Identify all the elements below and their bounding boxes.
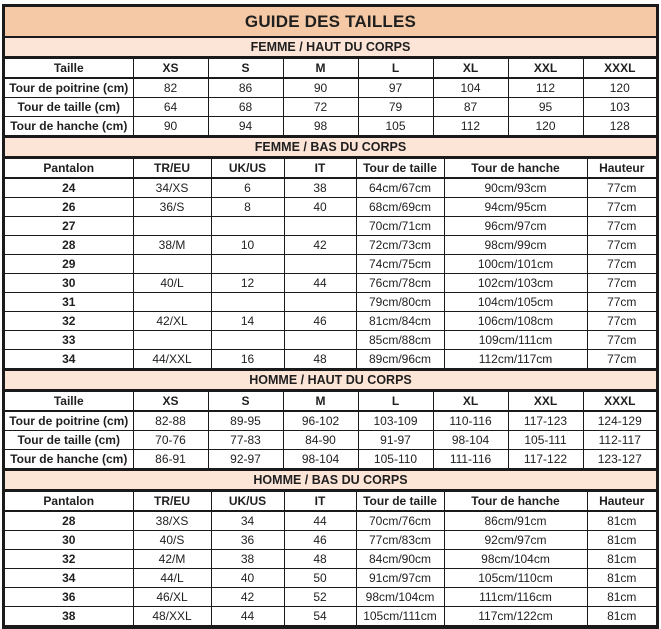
cell: 36 [211,531,284,550]
section-heading-homme-bas-du-corps: HOMME / BAS DU CORPS [5,469,656,491]
cell: 72 [283,98,358,117]
cell: 95 [508,98,583,117]
cell: 77cm [587,331,656,350]
cell: 105-110 [358,450,433,469]
cell: 64cm/67cm [356,178,444,198]
cell: 36/S [133,198,211,217]
table-row [5,550,656,569]
cell: 46/XL [133,588,211,607]
cell: 74cm/75cm [356,255,444,274]
cell: 44/L [133,569,211,588]
cell [133,255,211,274]
cell [211,217,284,236]
cell: 106cm/108cm [444,312,587,331]
column-header-pantalon: Pantalon [5,159,133,179]
cell: 40 [211,569,284,588]
row-label: Tour de taille (cm) [5,431,133,450]
column-header-xxxl: XXXL [583,392,656,412]
cell: 90 [283,78,358,98]
table-row [5,531,656,550]
cell: 77cm [587,312,656,331]
cell: 110-116 [433,411,508,431]
cell: 84-90 [283,431,358,450]
cell: 94 [208,117,283,136]
cell: 98-104 [433,431,508,450]
cell: 79 [358,98,433,117]
cell: 86-91 [133,450,208,469]
cell: 8 [211,198,284,217]
cell: 16 [211,350,284,369]
cell: 90 [133,117,208,136]
cell: 111-116 [433,450,508,469]
cell: 98 [283,117,358,136]
table-row [5,117,656,136]
cell: 92-97 [208,450,283,469]
cell [211,293,284,312]
column-header-m: M [283,392,358,412]
sections-host [5,36,656,626]
cell: 81cm [587,607,656,626]
row-label: 32 [5,550,133,569]
column-header-tour-de-hanche: Tour de hanche [444,159,587,179]
column-header-row [5,59,656,79]
column-header-xs: XS [133,59,208,79]
cell: 44 [284,274,356,293]
cell: 100cm/101cm [444,255,587,274]
table-row [5,607,656,626]
cell: 105cm/110cm [444,569,587,588]
row-label: 36 [5,588,133,607]
cell: 44/XXL [133,350,211,369]
column-header-xxl: XXL [508,59,583,79]
cell: 77cm [587,236,656,255]
table-row [5,350,656,369]
column-header-xl: XL [433,59,508,79]
cell: 81cm [587,511,656,531]
cell: 86cm/91cm [444,511,587,531]
cell: 77cm/83cm [356,531,444,550]
column-header-hauteur: Hauteur [587,159,656,179]
row-label: 26 [5,198,133,217]
section-heading-femme-bas-du-corps: FEMME / BAS DU CORPS [5,136,656,158]
table-row [5,274,656,293]
cell: 103 [583,98,656,117]
cell: 112 [508,78,583,98]
cell [284,331,356,350]
cell: 96cm/97cm [444,217,587,236]
table-row [5,569,656,588]
cell: 97 [358,78,433,98]
table-row [5,411,656,431]
cell: 111cm/116cm [444,588,587,607]
row-label: 34 [5,350,133,369]
cell: 82 [133,78,208,98]
column-header-tr-eu: TR/EU [133,159,211,179]
column-header-xxxl: XXXL [583,59,656,79]
column-header-taille: Taille [5,392,133,412]
column-header-taille: Taille [5,59,133,79]
cell: 76cm/78cm [356,274,444,293]
cell: 117-122 [508,450,583,469]
table-row [5,98,656,117]
cell: 34 [211,511,284,531]
cell: 38/XS [133,511,211,531]
cell: 82-88 [133,411,208,431]
cell: 68 [208,98,283,117]
cell: 48 [284,550,356,569]
cell [284,217,356,236]
table-row [5,217,656,236]
row-label: 28 [5,236,133,255]
table-row [5,431,656,450]
cell: 91cm/97cm [356,569,444,588]
column-header-xs: XS [133,392,208,412]
cell: 105 [358,117,433,136]
cell: 44 [211,607,284,626]
column-header-tr-eu: TR/EU [133,492,211,512]
cell: 38 [211,550,284,569]
cell: 112 [433,117,508,136]
cell: 89-95 [208,411,283,431]
cell: 38 [284,178,356,198]
cell: 42/M [133,550,211,569]
cell: 81cm [587,588,656,607]
cell: 85cm/88cm [356,331,444,350]
row-label: 24 [5,178,133,198]
cell: 38/M [133,236,211,255]
cell: 77cm [587,293,656,312]
row-label: Tour de hanche (cm) [5,117,133,136]
cell: 92cm/97cm [444,531,587,550]
column-header-hauteur: Hauteur [587,492,656,512]
cell: 77cm [587,198,656,217]
cell: 112-117 [583,431,656,450]
cell: 46 [284,312,356,331]
cell: 12 [211,274,284,293]
column-header-it: IT [284,492,356,512]
column-header-tour-de-taille: Tour de taille [356,492,444,512]
cell: 86 [208,78,283,98]
column-header-tour-de-hanche: Tour de hanche [444,492,587,512]
cell: 81cm [587,569,656,588]
cell: 77cm [587,217,656,236]
cell: 90cm/93cm [444,178,587,198]
cell: 105cm/111cm [356,607,444,626]
cell: 102cm/103cm [444,274,587,293]
row-label: Tour de taille (cm) [5,98,133,117]
cell: 120 [583,78,656,98]
cell: 112cm/117cm [444,350,587,369]
cell: 81cm [587,531,656,550]
cell: 14 [211,312,284,331]
row-label: 30 [5,531,133,550]
column-header-m: M [283,59,358,79]
cell: 123-127 [583,450,656,469]
column-header-l: L [358,59,433,79]
cell: 77-83 [208,431,283,450]
column-header-s: S [208,59,283,79]
row-label: 28 [5,511,133,531]
cell: 40/L [133,274,211,293]
column-header-uk-us: UK/US [211,159,284,179]
cell: 77cm [587,274,656,293]
row-label: 31 [5,293,133,312]
table-row [5,78,656,98]
size-guide-table-frame [2,4,659,629]
cell: 77cm [587,350,656,369]
row-label: 34 [5,569,133,588]
row-label: Tour de poitrine (cm) [5,78,133,98]
cell: 94cm/95cm [444,198,587,217]
cell: 77cm [587,255,656,274]
cell: 77cm [587,178,656,198]
cell: 70-76 [133,431,208,450]
cell: 50 [284,569,356,588]
row-label: Tour de hanche (cm) [5,450,133,469]
section-table-homme-bas-du-corps [5,491,656,626]
cell: 103-109 [358,411,433,431]
cell: 117cm/122cm [444,607,587,626]
cell: 48/XXL [133,607,211,626]
column-header-xl: XL [433,392,508,412]
column-header-xxl: XXL [508,392,583,412]
column-header-row [5,492,656,512]
cell: 79cm/80cm [356,293,444,312]
section-heading-homme-haut-du-corps: HOMME / HAUT DU CORPS [5,369,656,391]
cell: 42 [211,588,284,607]
cell: 34/XS [133,178,211,198]
cell: 68cm/69cm [356,198,444,217]
cell: 44 [284,511,356,531]
cell: 98cm/104cm [444,550,587,569]
cell: 128 [583,117,656,136]
cell: 52 [284,588,356,607]
cell: 42/XL [133,312,211,331]
row-label: Tour de poitrine (cm) [5,411,133,431]
table-row [5,588,656,607]
cell [133,217,211,236]
section-table-femme-haut-du-corps [5,58,656,136]
column-header-it: IT [284,159,356,179]
cell: 70cm/76cm [356,511,444,531]
cell: 98cm/104cm [356,588,444,607]
column-header-row [5,159,656,179]
cell [133,331,211,350]
row-label: 32 [5,312,133,331]
column-header-row [5,392,656,412]
cell: 81cm [587,550,656,569]
cell: 91-97 [358,431,433,450]
cell: 10 [211,236,284,255]
table-row [5,236,656,255]
cell [211,255,284,274]
cell: 72cm/73cm [356,236,444,255]
cell: 84cm/90cm [356,550,444,569]
row-label: 33 [5,331,133,350]
cell: 70cm/71cm [356,217,444,236]
section-table-femme-bas-du-corps [5,158,656,369]
cell: 87 [433,98,508,117]
cell: 120 [508,117,583,136]
table-row [5,312,656,331]
column-header-uk-us: UK/US [211,492,284,512]
cell: 81cm/84cm [356,312,444,331]
row-label: 27 [5,217,133,236]
row-label: 29 [5,255,133,274]
cell [211,331,284,350]
cell: 40 [284,198,356,217]
table-row [5,331,656,350]
table-row [5,450,656,469]
cell: 64 [133,98,208,117]
cell: 6 [211,178,284,198]
column-header-tour-de-taille: Tour de taille [356,159,444,179]
section-heading-femme-haut-du-corps: FEMME / HAUT DU CORPS [5,36,656,58]
cell: 98-104 [283,450,358,469]
row-label: 38 [5,607,133,626]
cell [284,255,356,274]
cell [284,293,356,312]
cell: 124-129 [583,411,656,431]
table-row [5,511,656,531]
cell: 109cm/111cm [444,331,587,350]
cell: 96-102 [283,411,358,431]
cell: 105-111 [508,431,583,450]
cell: 117-123 [508,411,583,431]
section-table-homme-haut-du-corps [5,391,656,469]
cell: 54 [284,607,356,626]
table-row [5,178,656,198]
column-header-pantalon: Pantalon [5,492,133,512]
table-row [5,255,656,274]
column-header-s: S [208,392,283,412]
cell: 104cm/105cm [444,293,587,312]
cell: 42 [284,236,356,255]
table-row [5,293,656,312]
column-header-l: L [358,392,433,412]
cell: 98cm/99cm [444,236,587,255]
cell: 46 [284,531,356,550]
row-label: 30 [5,274,133,293]
cell [133,293,211,312]
cell: 104 [433,78,508,98]
cell: 89cm/96cm [356,350,444,369]
cell: 40/S [133,531,211,550]
table-row [5,198,656,217]
cell: 48 [284,350,356,369]
page-title: GUIDE DES TAILLES [5,7,656,36]
